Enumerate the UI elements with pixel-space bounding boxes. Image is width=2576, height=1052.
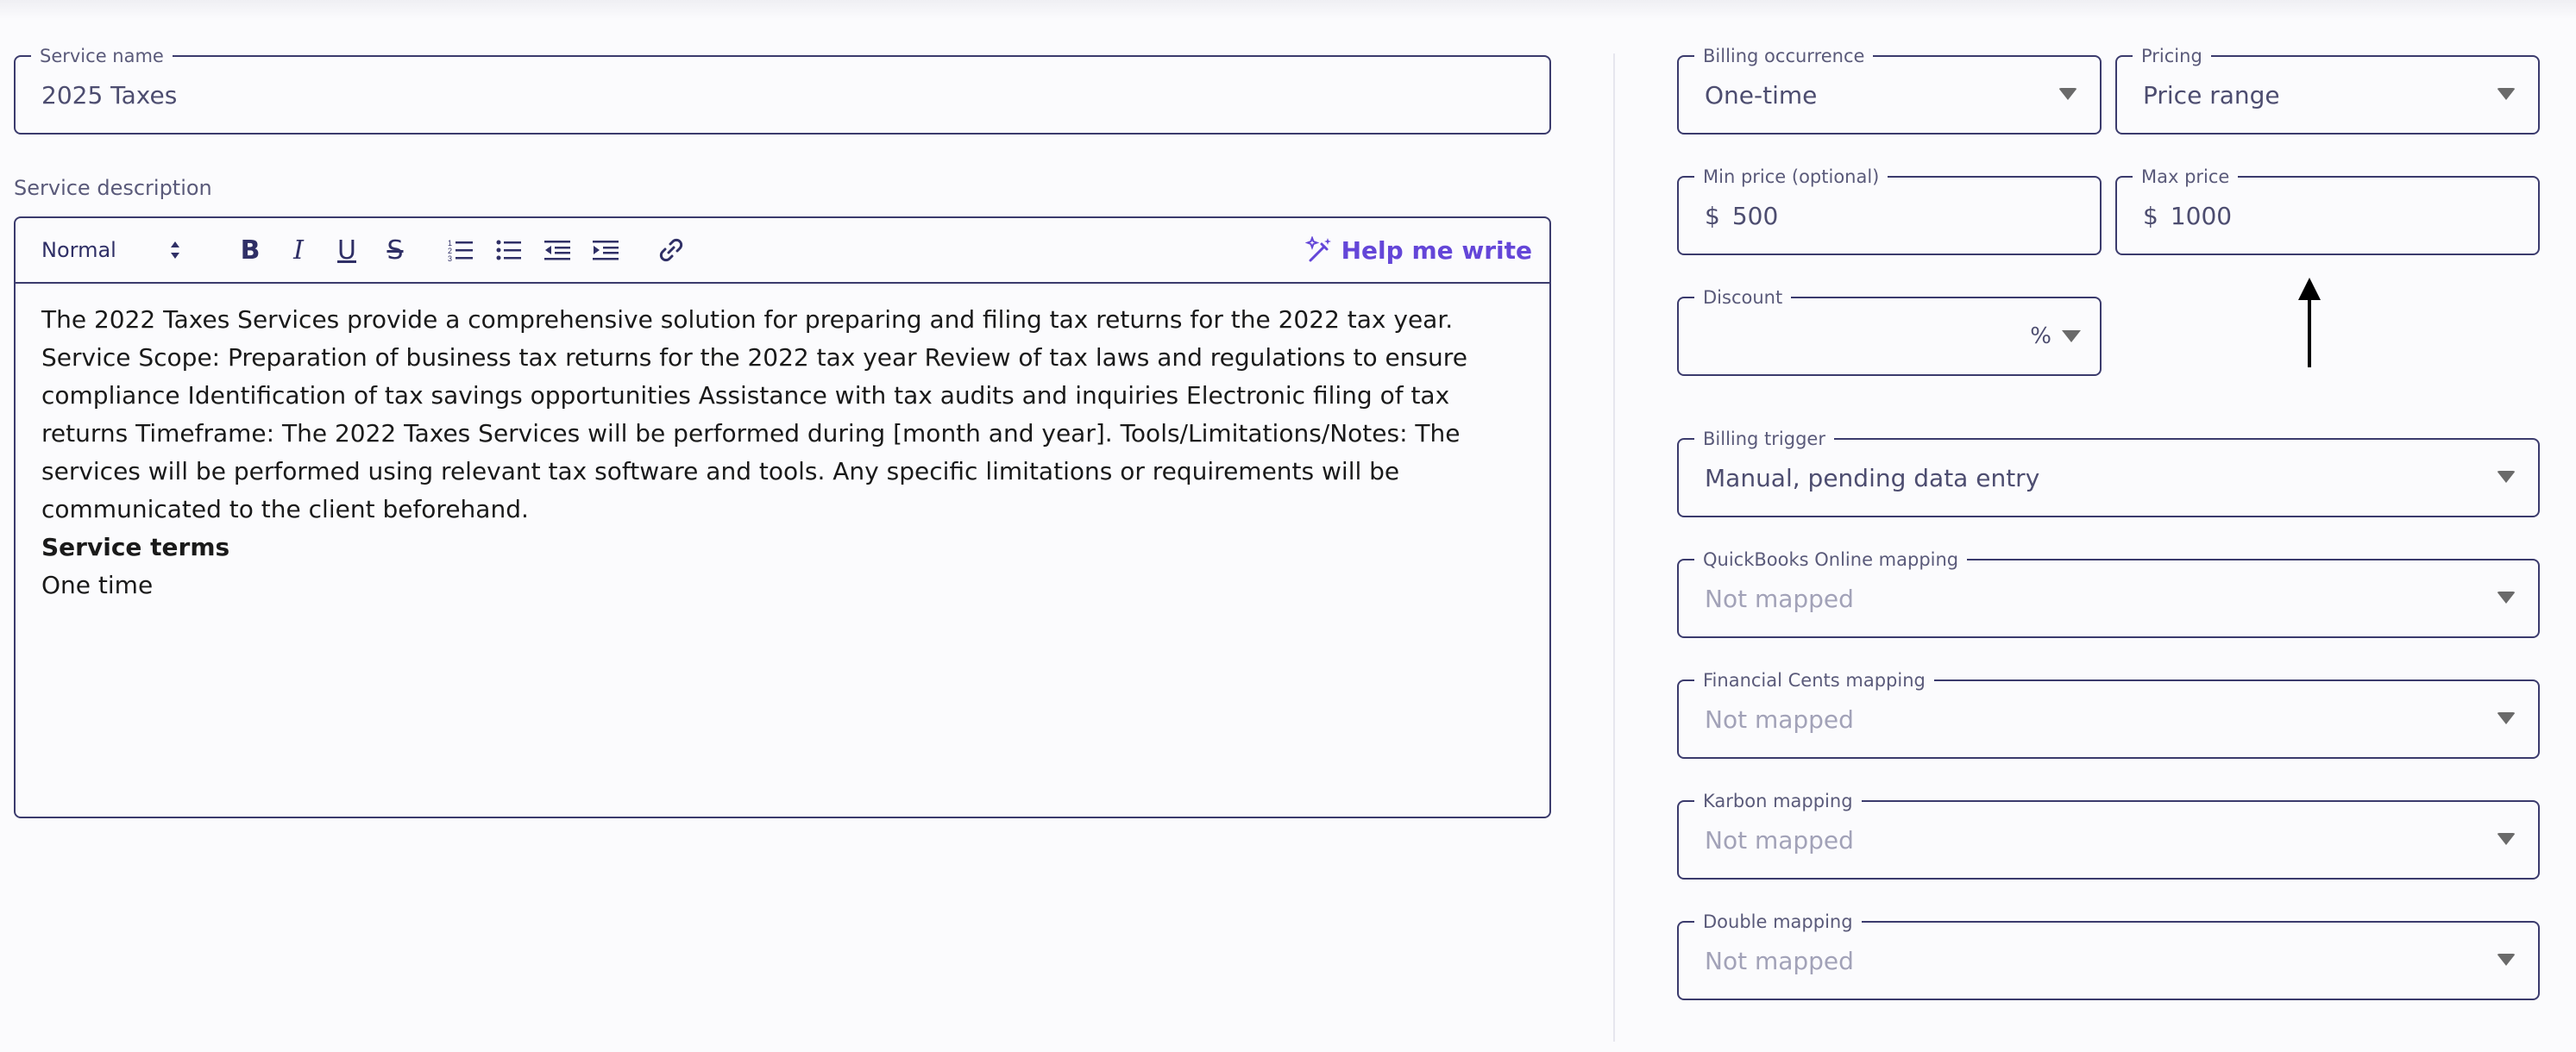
chevron-down-icon [2497, 833, 2516, 845]
percent-unit: % [2030, 323, 2051, 349]
link-icon [658, 237, 684, 263]
description-body: The 2022 Taxes Services provide a comprehensive solution for preparing and filing tax returns for the 2022 tax year. Service Scope: Preparation of business tax returns for the 2022 tax year Review of tax laws and regulations to ensure compliance Identification of tax savings opportunities Assistance with tax audits and inquiries Electronic filing of tax returns Timeframe: The 2022 Taxes Services will be performed during [month and year]. Tools/Limitations/Notes: The services will be performed using relevant tax software and tools. Any specific limitations or requirements will be communicated to the client beforehand. [41, 305, 1467, 523]
discount-field[interactable] [1677, 287, 2102, 376]
italic-button[interactable] [281, 218, 316, 282]
editor-toolbar [16, 218, 1549, 284]
help-me-write-label: Help me write [1341, 235, 1532, 265]
sort-arrows-icon [169, 240, 181, 260]
bullet-list-button[interactable] [492, 218, 526, 282]
text-style-value: Normal [41, 238, 116, 262]
discount-label: Discount [1694, 286, 1791, 309]
max-price-label: Max price [2133, 166, 2238, 188]
underline-button[interactable] [330, 218, 364, 282]
up-arrow-icon [2296, 278, 2322, 367]
service-terms-heading: Service terms [41, 533, 230, 561]
underline-icon: U [337, 235, 356, 266]
text-style-select[interactable] [41, 218, 179, 282]
service-name-value: 2025 Taxes [41, 80, 178, 110]
double-mapping-label: Double mapping [1694, 911, 1862, 933]
service-description-label: Service description [14, 176, 212, 200]
currency-prefix: $ [2143, 201, 2158, 230]
column-divider [1613, 53, 1615, 1042]
outdent-icon [544, 239, 570, 261]
chevron-down-icon [2497, 592, 2516, 604]
service-name-field[interactable] [14, 46, 1551, 135]
financial-cents-mapping-select[interactable] [1677, 670, 2540, 759]
service-description-editor[interactable] [14, 216, 1551, 818]
strikethrough-icon: S [386, 235, 404, 266]
pricing-select[interactable] [2115, 46, 2540, 135]
bold-button[interactable] [233, 218, 267, 282]
bold-icon: B [240, 235, 261, 266]
chevron-down-icon [2497, 954, 2516, 966]
currency-prefix: $ [1705, 201, 1720, 230]
pricing-label: Pricing [2133, 45, 2211, 67]
karbon-mapping-label: Karbon mapping [1694, 790, 1862, 812]
ordered-list-icon [448, 238, 474, 262]
min-price-field[interactable] [1677, 166, 2102, 255]
service-name-label: Service name [31, 45, 173, 67]
svg-text:1: 1 [448, 239, 453, 247]
financial-cents-mapping-label: Financial Cents mapping [1694, 669, 1934, 692]
chevron-down-icon [2497, 712, 2516, 724]
quickbooks-mapping-label: QuickBooks Online mapping [1694, 548, 1967, 571]
max-price-value: 1000 [2170, 201, 2233, 230]
min-price-label: Min price (optional) [1694, 166, 1888, 188]
chevron-down-icon [2058, 88, 2077, 100]
chevron-down-icon [2497, 471, 2516, 483]
max-price-field[interactable] [2115, 166, 2540, 255]
bullet-list-icon [496, 239, 522, 261]
ordered-list-button[interactable] [443, 218, 478, 282]
billing-trigger-select[interactable] [1677, 429, 2540, 517]
help-me-write-button[interactable] [1305, 218, 1532, 282]
top-shadow [0, 0, 2576, 19]
service-terms-value: One time [41, 571, 154, 599]
billing-occurrence-label: Billing occurrence [1694, 45, 1873, 67]
billing-trigger-value: Manual, pending data entry [1705, 463, 2040, 492]
financial-cents-mapping-value: Not mapped [1705, 704, 1854, 734]
karbon-mapping-value: Not mapped [1705, 825, 1854, 855]
pricing-value: Price range [2143, 80, 2280, 110]
italic-icon: I [293, 235, 304, 266]
link-button[interactable] [654, 218, 688, 282]
magic-wand-icon [1305, 236, 1333, 264]
min-price-input [1705, 178, 1778, 254]
billing-occurrence-select[interactable] [1677, 46, 2102, 135]
quickbooks-mapping-value: Not mapped [1705, 584, 1854, 613]
billing-occurrence-value: One-time [1705, 80, 1818, 110]
quickbooks-mapping-select[interactable] [1677, 549, 2540, 638]
editor-content[interactable] [41, 301, 1529, 604]
double-mapping-select[interactable] [1677, 911, 2540, 1000]
chevron-down-icon [2497, 88, 2516, 100]
svg-text:2: 2 [448, 247, 453, 255]
double-mapping-value: Not mapped [1705, 946, 1854, 975]
billing-trigger-label: Billing trigger [1694, 428, 1834, 450]
karbon-mapping-select[interactable] [1677, 791, 2540, 880]
outdent-button[interactable] [540, 218, 575, 282]
max-price-input [2143, 178, 2232, 254]
min-price-value: 500 [1731, 201, 1779, 230]
chevron-down-icon [2062, 330, 2081, 342]
indent-button[interactable] [588, 218, 623, 282]
discount-unit-select[interactable] [2030, 298, 2081, 374]
indent-icon [593, 239, 619, 261]
svg-text:3: 3 [448, 254, 453, 262]
strikethrough-button[interactable] [378, 218, 412, 282]
